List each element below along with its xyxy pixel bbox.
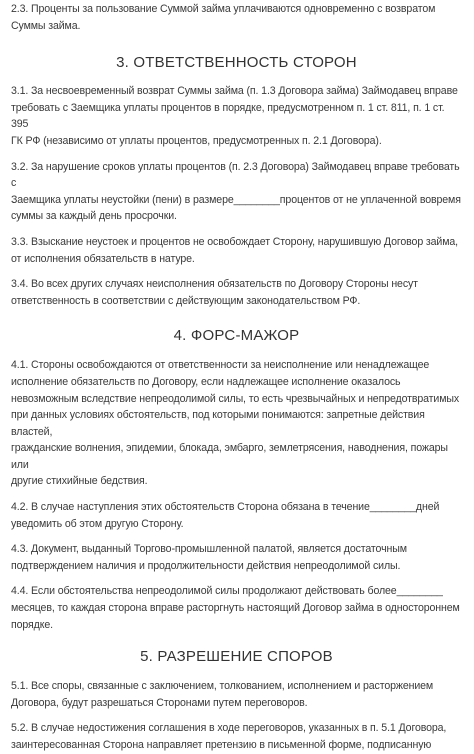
clause-4-2: 4.2. В случае наступления этих обстоятельств Сторона обязана в течение________дней уведомить об этом другую Сторону. (11, 501, 440, 530)
clause-2-3: 2.3. Проценты за пользование Суммой займа уплачиваются одновременно с возвратом Суммы займа. (11, 3, 436, 32)
clause-3-3: 3.3. Взыскание неустоек и процентов не освобождает Сторону, нарушившую Договор займа, от исполнения обязательств в натуре. (11, 235, 458, 265)
section-title-liability: 3. ОТВЕТСТВЕННОСТЬ СТОРОН (116, 54, 357, 72)
section-title-force-majeure: 4. ФОРС-МАЖОР (173, 327, 300, 345)
clause-4-1: 4.1. Стороны освобождаются от ответственности за неисполнение или ненадлежащее исполнение обязательств по Договору, если надлежащее исполнение оказалось невозможным вследствие непреодолимой силы, то есть чрезвычайных и непредотвратимых при данных условиях обстоятельств, под которыми понимаются: запретные действия властей, гражданские волнения, эпидемии, блокада, эмбарго, землетрясения, наводнения, пожары или другие стихийные бедствия. (11, 359, 460, 488)
clause-4-4: 4.4. Если обстоятельства непреодолимой силы продолжают действовать более________ месяцев, то каждая сторона вправе расторгнуть настоящий Договор займа в одностороннем порядке. (11, 585, 460, 631)
clause-4-3: 4.3. Документ, выданный Торгово-промышленной палатой, является достаточным подтверждением наличия и продолжительности действия непреодолимой силы. (11, 543, 407, 572)
clause-3-1: 3.1. За несвоевременный возврат Суммы займа (п. 1.3 Договора займа) Займодавец вправе требовать с Заемщика уплаты процентов в порядке, предусмотренном п. 1 ст. 811, п. 1 ст. 395 ГК РФ (независимо от уплаты процентов, предусмотренных п. 2.1 Договора). (11, 85, 458, 147)
section-title-dispute-resolution: 5. РАЗРЕШЕНИЕ СПОРОВ (140, 648, 333, 666)
clause-3-2: 3.2. За нарушение сроков уплаты процентов (п. 2.3 Договора) Займодавец вправе требовать с Заемщика уплаты неустойки (пени) в размере________процентов от не уплаченной вовремя суммы за каждый день просрочки. (11, 160, 461, 223)
clause-5-2: 5.2. В случае недостижения соглашения в ходе переговоров, указанных в п. 5.1 Договора, заинтересованная Сторона направляет претензию в письменной форме, подписанную (11, 722, 447, 751)
clause-5-1: 5.1. Все споры, связанные с заключением, толкованием, исполнением и расторжением Договора, будут разрешаться Сторонами путем переговоров. (11, 680, 434, 709)
clause-3-4: 3.4. Во всех других случаях неисполнения обязательств по Договору Стороны несут ответственность в соответствии с действующим законодательством РФ. (11, 278, 418, 307)
